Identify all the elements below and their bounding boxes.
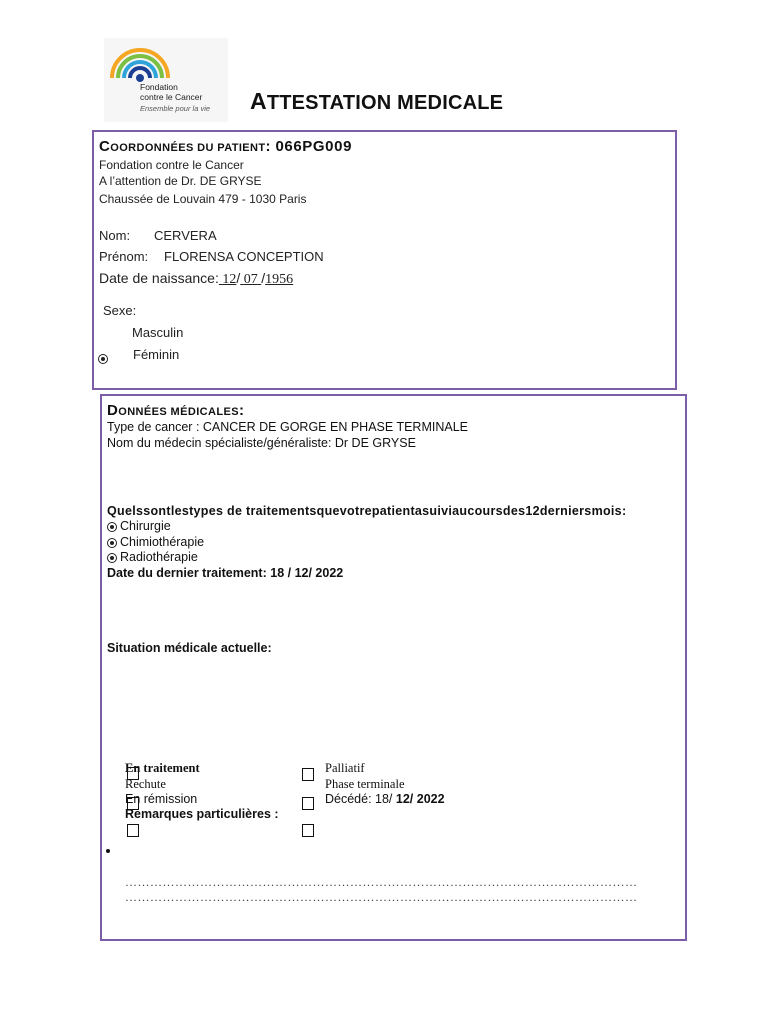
dob-month: 07	[243, 272, 258, 287]
dob-day: 12	[222, 272, 237, 287]
medical-section	[100, 394, 687, 941]
address-line-1: Fondation contre le Cancer	[99, 158, 244, 172]
rechute-label: Rechute	[125, 777, 166, 791]
logo-text: Fondation contre le Cancer	[140, 82, 203, 102]
situation-label: Situation médicale actuelle:	[107, 641, 272, 655]
chimiotherapie-radio[interactable]	[107, 538, 117, 548]
nom-value: CERVERA	[154, 228, 217, 243]
rainbow-logo-icon	[108, 44, 172, 84]
address-line-2: A l’attention de Dr. DE GRYSE	[99, 174, 262, 188]
bullet	[106, 849, 110, 853]
dob-label: Date de naissance:	[99, 270, 219, 286]
dob-year: 1956	[265, 272, 294, 287]
medical-heading: DONNÉES MÉDICALES:	[107, 402, 245, 419]
palliatif-label: Palliatif	[325, 761, 365, 775]
sexe-label: Sexe:	[103, 303, 137, 318]
en-traitement-label: En traitement	[125, 761, 200, 775]
logo	[104, 38, 228, 122]
last-treatment-date: Date du dernier traitement: 18 / 12/ 2022	[107, 566, 344, 580]
remarks-line-2[interactable]: ……………………………………………………………………………………………………………	[125, 890, 638, 904]
nom-label: Nom:	[99, 228, 131, 243]
treatments-question: Quelssontlestypes de traitementsquevotrepatientasuiviaucoursdes12derniersmois:	[107, 504, 627, 518]
patient-heading: COORDONNÉES DU PATIENT: 066PG009	[99, 138, 353, 155]
decede-label: Décédé: 18/ 12/ 2022	[325, 792, 445, 806]
sexe-masculin: Masculin	[132, 325, 184, 340]
remarques-label: Remarques particulières :	[125, 807, 279, 821]
decede-checkbox[interactable]	[302, 797, 314, 810]
remarques-checkbox[interactable]	[127, 824, 139, 837]
type-cancer: Type de cancer : CANCER DE GORGE EN PHASE TERMINALE	[107, 420, 468, 434]
dob-row: Date de naissance: 12/ 07 /1956	[99, 270, 294, 287]
prenom-value: FLORENSA CONCEPTION	[164, 249, 324, 264]
address-line-3: Chaussée de Louvain 479 - 1030 Paris	[99, 192, 307, 206]
logo-tagline: Ensemble pour la vie	[140, 104, 211, 113]
treatment-chirurgie: Chirurgie	[107, 519, 171, 533]
medecin-name: Nom du médecin spécialiste/généraliste: Dr DE GRYSE	[107, 436, 416, 450]
patient-code: 066PG009	[275, 138, 353, 155]
extra-checkbox[interactable]	[302, 824, 314, 837]
sexe-feminin-radio[interactable]	[98, 350, 111, 368]
palliatif-checkbox[interactable]	[302, 768, 314, 781]
sexe-feminin: Féminin	[133, 347, 180, 362]
en-remission-label: En rémission	[125, 792, 198, 806]
phase-terminale-label: Phase terminale	[325, 777, 405, 791]
treatment-chimiotherapie: Chimiothérapie	[107, 535, 204, 549]
chirurgie-radio[interactable]	[107, 522, 117, 532]
remarks-line-1[interactable]: ……………………………………………………………………………………………………………	[125, 875, 638, 889]
page-title: ATTESTATION MEDICALE	[250, 88, 504, 114]
treatment-radiotherapie: Radiothérapie	[107, 550, 198, 564]
prenom-label: Prénom:	[99, 249, 149, 264]
radiotherapie-radio[interactable]	[107, 553, 117, 563]
